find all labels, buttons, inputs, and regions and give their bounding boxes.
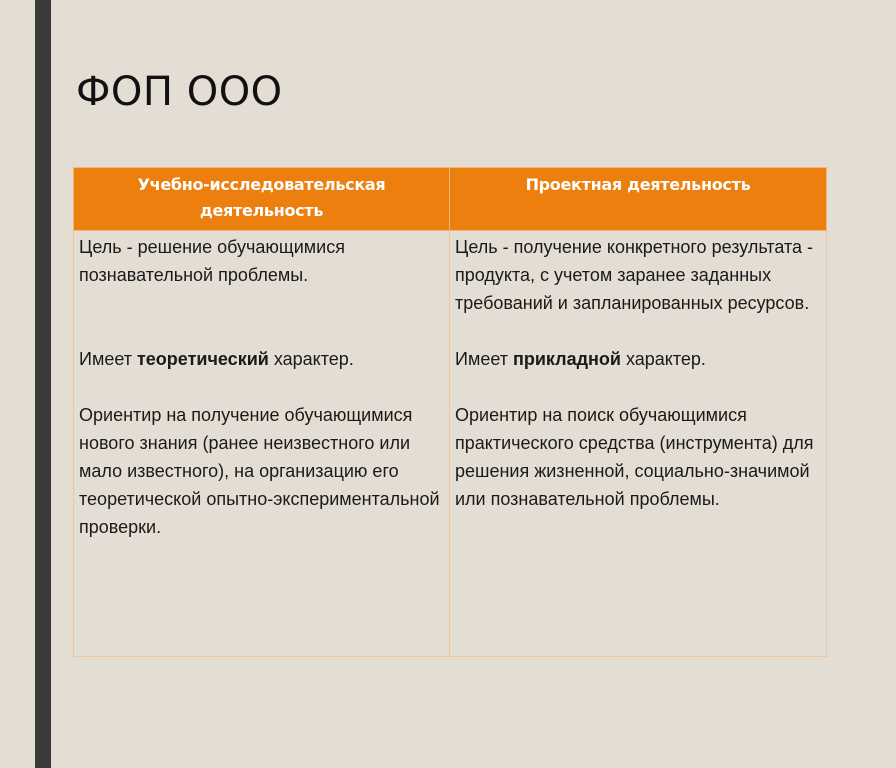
slide-title: ФОП ООО xyxy=(76,69,283,115)
research-character-text xyxy=(79,345,443,373)
project-orientation-text: Ориентир на поиск обучающимися практического средства (инструмента) для решения жизненной, социально-значимой или познавательной проблемы. xyxy=(455,405,814,509)
research-character-suffix: характер. xyxy=(268,349,354,369)
side-accent-bar xyxy=(35,0,51,768)
project-character-suffix: характер. xyxy=(620,349,706,369)
comparison-table xyxy=(73,167,827,657)
header-research-activity: Учебно-исследовательская деятельность xyxy=(74,168,450,231)
table-header-row xyxy=(74,168,827,231)
project-goal-text: Цель - получение конкретного результата - продукта, с учетом заранее заданных требований и запланированных ресурсов. xyxy=(455,237,814,313)
research-orientation-text: Ориентир на получение обучающимися нового знания (ранее неизвестного или мало известного), на организацию его теоретической опытно-экспериментальной проверки. xyxy=(79,405,440,537)
research-character-prefix: Имеет xyxy=(79,349,137,369)
research-activity-cell xyxy=(74,231,450,657)
header-project-activity: Проектная деятельность xyxy=(450,168,827,231)
project-character-prefix: Имеет xyxy=(455,349,513,369)
project-character-text xyxy=(455,345,820,373)
project-activity-cell xyxy=(450,231,827,657)
table-row xyxy=(74,231,827,657)
research-goal-text: Цель - решение обучающимися познавательной проблемы. xyxy=(79,237,345,285)
research-character-term: теоретический xyxy=(136,349,269,369)
project-character-term: прикладной xyxy=(512,349,621,369)
